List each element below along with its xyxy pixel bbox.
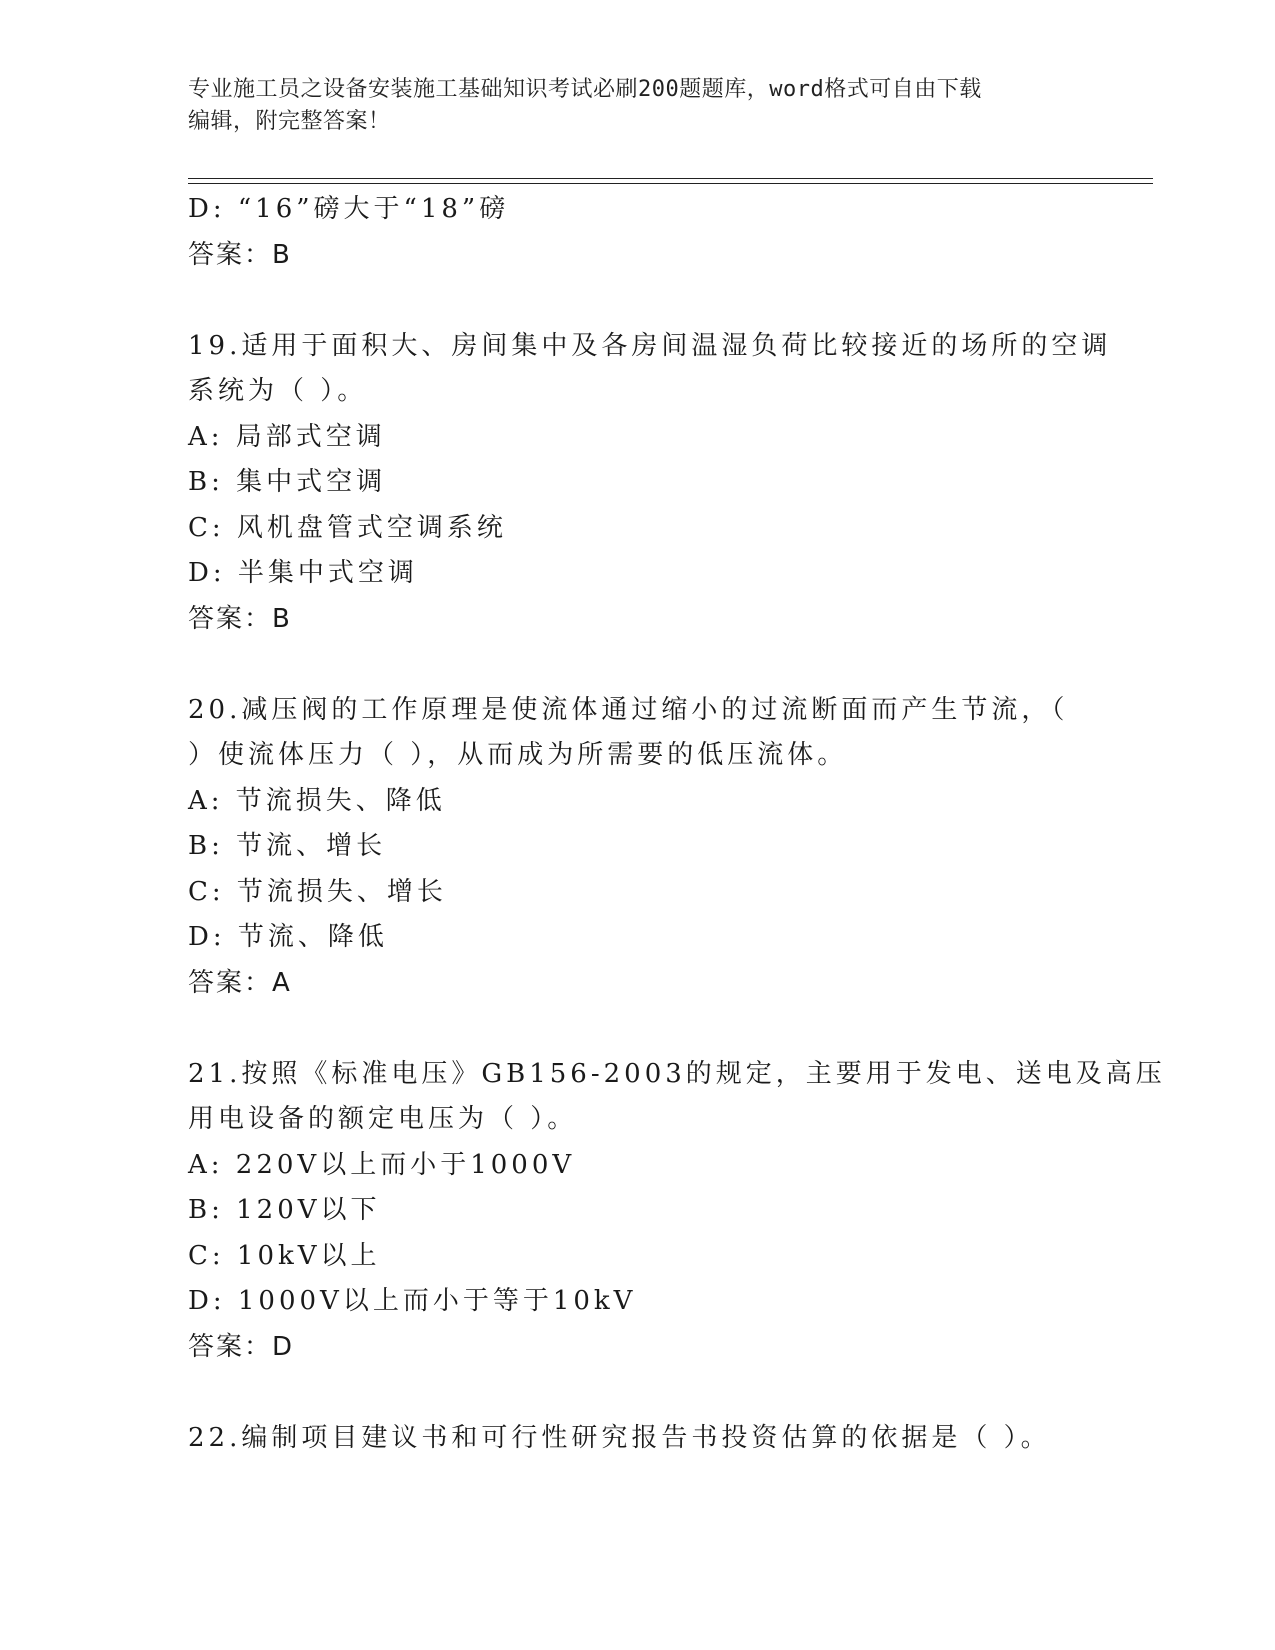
option-a: A: 220V以上而小于1000V bbox=[188, 1149, 576, 1180]
question-20 bbox=[188, 688, 1088, 1007]
spacer bbox=[188, 278, 1088, 324]
document-header bbox=[188, 74, 1068, 138]
answer-line: 答案：A bbox=[188, 967, 292, 998]
header-rule-bottom bbox=[188, 183, 1153, 184]
header-rule-top bbox=[188, 178, 1153, 179]
header-title-line-2: 编辑，附完整答案！ bbox=[188, 109, 391, 134]
question-stem: 19.适用于面积大、房间集中及各房间温湿负荷比较接近的场所的空调 bbox=[188, 330, 1112, 361]
question-18-tail bbox=[188, 187, 1088, 278]
spacer bbox=[188, 1006, 1088, 1052]
header-title-line-1: 专业施工员之设备安装施工基础知识考试必刷200题题库，word格式可自由下载 bbox=[188, 77, 982, 102]
question-19 bbox=[188, 324, 1112, 643]
question-list bbox=[188, 187, 1166, 1461]
option-a: A: 节流损失、降低 bbox=[188, 785, 446, 816]
question-stem-continued: ）使流体压力（ ），从而成为所需要的低压流体。 bbox=[188, 740, 848, 770]
option-d: D: “16”磅大于“18”磅 bbox=[188, 194, 510, 224]
answer-line: 答案：B bbox=[188, 603, 292, 634]
question-stem-continued: 系统为（ ）。 bbox=[188, 376, 368, 406]
answer-line: 答案：B bbox=[188, 239, 292, 270]
question-stem-continued: 用电设备的额定电压为（ ）。 bbox=[188, 1104, 578, 1134]
spacer bbox=[188, 1370, 1088, 1416]
question-21 bbox=[188, 1052, 1166, 1371]
option-d: D: 半集中式空调 bbox=[188, 558, 418, 588]
option-c: C: 风机盘管式空调系统 bbox=[188, 512, 507, 543]
option-b: B: 120V以下 bbox=[188, 1195, 381, 1225]
option-a: A: 局部式空调 bbox=[188, 421, 386, 452]
option-c: C: 10kV以上 bbox=[188, 1240, 381, 1271]
question-stem: 20.减压阀的工作原理是使流体通过缩小的过流断面而产生节流，（ bbox=[188, 694, 1069, 725]
option-d: D: 节流、降低 bbox=[188, 922, 388, 952]
question-stem: 21.按照《标准电压》GB156-2003的规定，主要用于发电、送电及高压 bbox=[188, 1058, 1166, 1089]
option-b: B: 集中式空调 bbox=[188, 467, 387, 497]
option-c: C: 节流损失、增长 bbox=[188, 876, 447, 907]
option-d: D: 1000V以上而小于等于10kV bbox=[188, 1286, 637, 1316]
option-b: B: 节流、增长 bbox=[188, 831, 387, 861]
question-stem: 22.编制项目建议书和可行性研究报告书投资估算的依据是（ ）。 bbox=[188, 1422, 1051, 1453]
question-22 bbox=[188, 1416, 1088, 1462]
answer-line: 答案：D bbox=[188, 1331, 295, 1362]
spacer bbox=[188, 642, 1088, 688]
